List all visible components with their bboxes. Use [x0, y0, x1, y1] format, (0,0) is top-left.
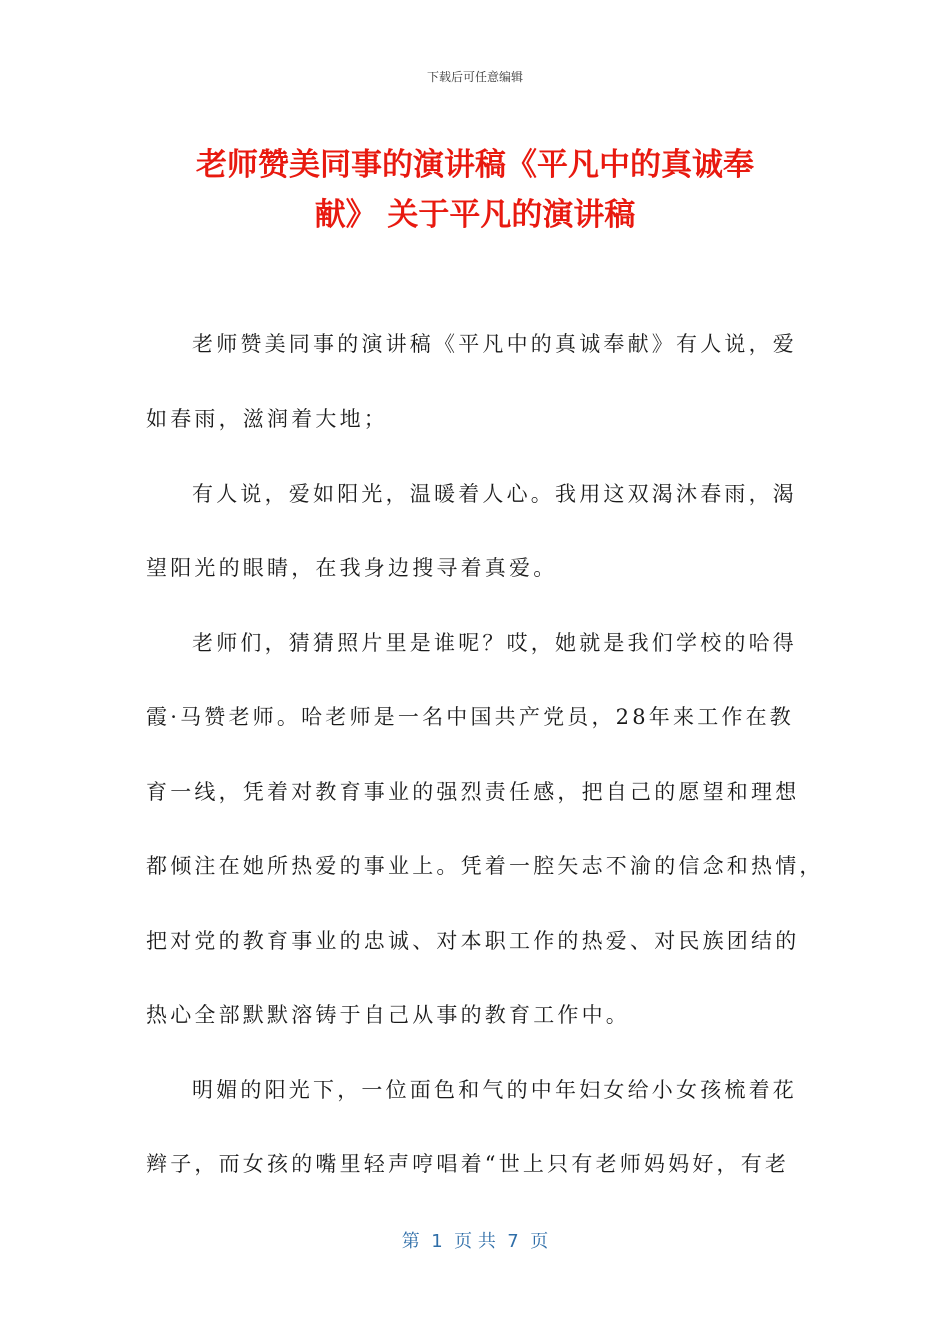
body-line: 望阳光的眼睛，在我身边搜寻着真爱。 — [146, 556, 558, 580]
body-line: 辫子，而女孩的嘴里轻声哼唱着“世上只有老师妈妈好，有老 — [146, 1152, 790, 1176]
body-line: 热心全部默默溶铸于自己从事的教育工作中。 — [146, 1003, 630, 1027]
body-line: 育一线，凭着对教育事业的强烈责任感，把自己的愿望和理想 — [146, 780, 800, 804]
body-line: 把对党的教育事业的忠诚、对本职工作的热爱、对民族团结的 — [146, 929, 800, 953]
body-line: 明媚的阳光下，一位面色和气的中年妇女给小女孩梳着花 — [192, 1078, 797, 1102]
page-footer: 第 1 页 共 7 页 — [401, 1231, 549, 1252]
body-line: 老师们，猜猜照片里是谁呢？哎，她就是我们学校的哈得 — [192, 631, 797, 655]
document-title-line-1: 老师赞美同事的演讲稿《平凡中的真诚奉 — [196, 147, 754, 183]
body-line: 霞·马赞老师。哈老师是一名中国共产党员，28年来工作在教 — [146, 705, 794, 729]
body-line: 都倾注在她所热爱的事业上。凭着一腔矢志不渝的信念和热情， — [146, 854, 824, 878]
document-title-line-2: 献》 关于平凡的演讲稿 — [314, 197, 636, 233]
body-line: 老师赞美同事的演讲稿《平凡中的真诚奉献》有人说，爱 — [192, 332, 797, 356]
body-line: 有人说，爱如阳光，温暖着人心。我用这双渴沐春雨，渴 — [192, 482, 797, 506]
body-line: 如春雨，滋润着大地； — [146, 407, 388, 431]
page-header: 下载后可任意编辑 — [426, 70, 523, 84]
